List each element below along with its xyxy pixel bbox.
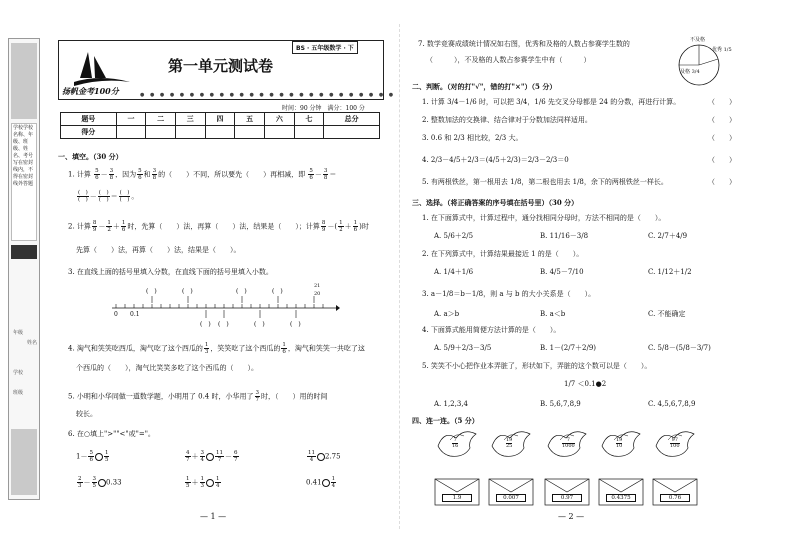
judge-answer-4[interactable]: （ ） — [708, 156, 736, 164]
choice-q4: 4. 下面算式能用简便方法计算的是（ ）。 — [422, 326, 561, 334]
binding-spine — [8, 38, 40, 500]
page-divider — [399, 24, 400, 529]
section-choice: 三、选择。（将正确答案的序号填在括号里）（30 分） — [412, 198, 579, 207]
choice-q5-opt-b[interactable]: B. 5,6,7,8,9 — [540, 400, 581, 408]
envelope-value: 1.9 — [442, 494, 472, 502]
choice-q4-opt-a[interactable]: A. 5/9＋2/3－3/5 — [434, 344, 492, 352]
q2-text-b: 时，先算（ ）法，再算（ ）法，结果是（ ）；计算 — [127, 222, 320, 231]
spine-dark-band — [11, 245, 37, 259]
table-cell: 总分 — [324, 113, 380, 126]
choice-q3-opt-c[interactable]: C. 不能确定 — [648, 310, 686, 318]
section-judge: 二、判断。（对的打"√"，错的打"×"）（5 分） — [412, 82, 557, 91]
table-cell: 七 — [294, 113, 324, 126]
q2-text-a: 2. 计算 — [68, 222, 91, 231]
choice-q2-opt-c[interactable]: C. 1/12＋1/2 — [648, 268, 692, 276]
q5-text-c: 较长。 — [76, 410, 97, 418]
svg-text:( ): ( ) — [290, 321, 301, 328]
compare-item-3[interactable]: $\frac{11}{4}$ 2.75 — [308, 450, 341, 463]
number-line-diagram — [110, 284, 340, 330]
q4-text-a: 4. 淘气和笑笑吃西瓜，淘气吃了这个西瓜的 — [68, 344, 203, 353]
table-cell[interactable] — [294, 126, 324, 139]
spine-label-class: 班级 — [13, 390, 24, 396]
number-line-tick-0: 0 — [114, 311, 118, 318]
judge-2: 2. 整数加法的交换律、结合律对于分数加法同样适用。 — [422, 116, 592, 124]
spine-label-school: 学校 — [13, 370, 24, 376]
q2-text-d: 先算（ ）法，再算（ ）法，结果是（ ）。 — [76, 246, 241, 254]
spine-block-top — [11, 43, 37, 119]
page-title: 第一单元测试卷 — [168, 57, 274, 75]
number-line-tick-end-numerator: 21 — [314, 283, 321, 289]
table-cell[interactable] — [205, 126, 235, 139]
envelope-value: 0.007 — [496, 494, 526, 502]
table-cell[interactable] — [146, 126, 176, 139]
q4-text-c: ，淘气和笑笑一共吃了这 — [287, 344, 365, 353]
svg-text:( ): ( ) — [218, 321, 229, 328]
choice-q2: 2. 在下列算式中，计算结果最接近 1 的是（ ）。 — [422, 250, 584, 258]
envelope-value: 0.76 — [660, 494, 690, 502]
envelope-value: 0.4375 — [606, 494, 636, 502]
envelope-card[interactable] — [488, 478, 534, 506]
time-info: 时间：90 分钟 满分：100 分 — [282, 105, 365, 112]
choice-q5-expression: 1/7 ＜0.1●2 — [564, 380, 607, 388]
bird-fraction: 19 10 — [616, 437, 623, 449]
judge-answer-2[interactable]: （ ） — [708, 116, 736, 124]
svg-text:( ): ( ) — [236, 288, 247, 295]
choice-q5: 5. 笑笑不小心把作业本弄脏了，形状如下，弄脏的这个数可以是（ ）。 — [422, 362, 652, 370]
page-number-left: — 1 — — [200, 512, 227, 521]
bird-fraction: 97 100 — [670, 437, 680, 449]
score-table-header-row — [61, 113, 380, 126]
table-cell: 一 — [116, 113, 146, 126]
q7-line-2: （ ），不及格的人数占参赛学生中有（ ） — [426, 56, 591, 64]
pie-label-fail: 不及格 — [690, 37, 706, 43]
svg-text:( ): ( ) — [200, 321, 211, 328]
table-cell: 五 — [235, 113, 265, 126]
envelope-value: 0.97 — [552, 494, 582, 502]
table-cell[interactable] — [324, 126, 380, 139]
section-fill-in: 一、填空。（30 分） — [58, 152, 123, 161]
bird-card[interactable] — [544, 428, 590, 462]
choice-q4-opt-b[interactable]: B. 1－(2/7＋2/9) — [540, 344, 597, 352]
q4-text-b: ，笑笑吃了这个西瓜的 — [210, 344, 281, 353]
table-cell: 题号 — [61, 113, 117, 126]
compare-item-4[interactable]: $\frac{2}{3}$ － $\frac{3}{5}$ 0.33 — [78, 476, 122, 489]
svg-text:( ): ( ) — [182, 288, 193, 295]
envelope-card[interactable] — [652, 478, 698, 506]
spine-label-name: 姓名 — [27, 340, 38, 346]
choice-q1-opt-b[interactable]: B. 11/16－3/8 — [540, 232, 589, 240]
envelope-card[interactable] — [544, 478, 590, 506]
q1-blank-line[interactable]: $\frac{( )}{( )}$ － $\frac{( )}{( )}$ ＝ $\frac{( )}{( )}$ 。 — [78, 190, 139, 203]
table-cell: 得分 — [61, 126, 117, 139]
score-table — [60, 112, 380, 139]
choice-q1-opt-a[interactable]: A. 5/6＋2/5 — [434, 232, 474, 240]
q2-text-c: 时 — [361, 222, 369, 231]
q4-text-d: 个西瓜的（ ），淘气比笑笑多吃了这个西瓜的（ ）。 — [76, 364, 258, 372]
q1-text-b: ，因为 — [115, 170, 137, 179]
judge-5: 5. 有两根铁丝，第一根用去 1/8，第二根也用去 1/8，余下的两根铁丝一样长。 — [422, 178, 668, 186]
dotted-rule: ● ● ● ● ● ● ● ● ● ● ● ● ● ● ● ● ● ● ● ● ● ● ● ● ● ● — [140, 92, 396, 98]
svg-text:( ): ( ) — [146, 288, 157, 295]
bird-card[interactable] — [598, 428, 644, 462]
q1-text-d: 的（ ）不同，所以要先（ ）再相减，即 — [158, 170, 306, 179]
envelope-card[interactable] — [434, 478, 480, 506]
brand-name: 扬帆金考100分 — [62, 86, 119, 96]
choice-q3-opt-a[interactable]: A. a＞b — [434, 310, 460, 318]
number-line-tick-end-denominator: 20 — [314, 291, 321, 297]
judge-answer-1[interactable]: （ ） — [708, 98, 736, 106]
table-cell[interactable] — [175, 126, 205, 139]
question-1: 1. 计算 $\frac{5}{6}$ － $\frac{3}{8}$ ，因为 $\frac{5}{6}$ 和 $\frac{3}{8}$ 的（ ）不同，所以要先（ ）再相减，即 $\frac{5}{6}$ － $\frac{3}{8}$ ＝ — [68, 168, 337, 181]
bird-card[interactable] — [652, 428, 698, 462]
bird-card[interactable] — [488, 428, 534, 462]
question-6: 6. 在○填上">""<"或"="。 — [68, 430, 155, 438]
envelope-card[interactable] — [598, 478, 644, 506]
q1-text-a: 1. 计算 — [68, 170, 91, 179]
compare-item-6[interactable]: 0.41 $\frac{1}{4}$ — [306, 476, 336, 489]
judge-answer-5[interactable]: （ ） — [708, 178, 736, 186]
q5-text-a: 5. 小明和小华同做一道数学题，小明用了 0.4 时，小华用了 — [68, 392, 254, 401]
table-cell: 二 — [146, 113, 176, 126]
bird-card[interactable] — [434, 428, 480, 462]
bird-fraction: 7 16 — [452, 437, 459, 449]
question-5: 5. 小明和小华同做一道数学题，小明用了 0.4 时，小华用了 $\frac{3}{7}$ 时，（ ）用的时间 — [68, 390, 328, 403]
number-line-tick-01: 0.1 — [130, 311, 140, 318]
table-cell: 三 — [175, 113, 205, 126]
score-table-score-row — [61, 126, 380, 139]
choice-q3: 3. a－1/8＝b－1/8，则 a 与 b 的大小关系是（ ）。 — [422, 290, 596, 298]
choice-q3-opt-b[interactable]: B. a＜b — [540, 310, 566, 318]
choice-q1-opt-c[interactable]: C. 2/7＋4/9 — [648, 232, 688, 240]
compare-item-5[interactable]: $\frac{1}{5}$ ＋ $\frac{1}{3}$ $\frac{1}{4}$ — [186, 476, 220, 489]
question-2: 2. 计算 $\frac{8}{9}$ － $\frac{1}{2}$ ＋ $\frac{1}{6}$ 时，先算（ ）法，再算（ ）法，结果是（ ）；计算 $\frac{8}{9}$ －( $\frac{1}{2}$ ＋ $\frac{1}{6}$ )时 — [68, 220, 369, 233]
q1-text-c: 和 — [143, 170, 151, 179]
bird-fraction: 7 1000 — [562, 437, 575, 449]
section-matching: 四、连一连。（5 分） — [412, 416, 479, 425]
svg-text:( ): ( ) — [272, 288, 283, 295]
table-cell[interactable] — [235, 126, 265, 139]
table-cell[interactable] — [264, 126, 294, 139]
spine-notice: 学校学校名称、年级、班级、姓名、考号写在密封线内，不得在密封线外答题 — [11, 123, 37, 241]
choice-q1: 1. 在下面算式中，计算过程中，通分找相同分母时，方法不相同的是（ ）。 — [422, 214, 666, 222]
table-cell[interactable] — [116, 126, 146, 139]
pie-label-excellent: 优秀 1/5 — [712, 47, 732, 53]
judge-3: 3. 0.6 和 2/3 相比较，2/3 大。 — [422, 134, 523, 142]
choice-q5-opt-a[interactable]: A. 1,2,3,4 — [434, 400, 468, 408]
question-7: 7. 数学竞赛成绩统计情况如右图，优秀和及格的人数占参赛学生数的 — [418, 40, 630, 48]
grade-badge: BS · 五年级数学 · 下 — [292, 41, 358, 54]
judge-1: 1. 计算 3/4－1/6 时，可以把 3/4，1/6 先交叉分母都是 24 的分数，再进行计算。 — [422, 98, 681, 106]
question-4: 4. 淘气和笑笑吃西瓜，淘气吃了这个西瓜的 $\frac{1}{3}$ ，笑笑吃了这个西瓜的 $\frac{1}{6}$ ，淘气和笑笑一共吃了这 — [68, 342, 365, 355]
bird-fraction: 19 25 — [506, 437, 513, 449]
compare-item-2[interactable]: $\frac{4}{7}$ ＋ $\frac{3}{4}$ $\frac{11}{7}$ － $\frac{6}{7}$ — [186, 450, 238, 463]
choice-q2-opt-b[interactable]: B. 4/5－7/10 — [540, 268, 584, 276]
pie-label-pass: 及格 3/4 — [680, 69, 700, 75]
compare-item-1[interactable]: 1－ $\frac{5}{6}$ $\frac{1}{5}$ — [76, 450, 109, 463]
spine-block-bottom — [11, 429, 37, 495]
choice-q4-opt-c[interactable]: C. 5/8－(5/8－3/7) — [648, 344, 711, 352]
svg-text:( ): ( ) — [254, 321, 265, 328]
choice-q5-opt-c[interactable]: C. 4,5,6,7,8,9 — [648, 400, 696, 408]
q5-text-b: 时，（ ）用的时间 — [261, 392, 328, 401]
judge-answer-3[interactable]: （ ） — [708, 134, 736, 142]
choice-q2-opt-a[interactable]: A. 1/4＋1/6 — [434, 268, 474, 276]
judge-4: 4. 2/3－4/5＋2/3＝(4/5＋2/3)＝2/3－2/3＝0 — [422, 156, 569, 164]
spine-label-grade: 年级 — [13, 330, 24, 336]
table-cell: 六 — [264, 113, 294, 126]
question-3: 3. 在直线上面的括号里填入分数，在直线下面的括号里填入小数。 — [68, 268, 273, 276]
page-number-right: — 2 — — [558, 512, 585, 521]
table-cell: 四 — [205, 113, 235, 126]
